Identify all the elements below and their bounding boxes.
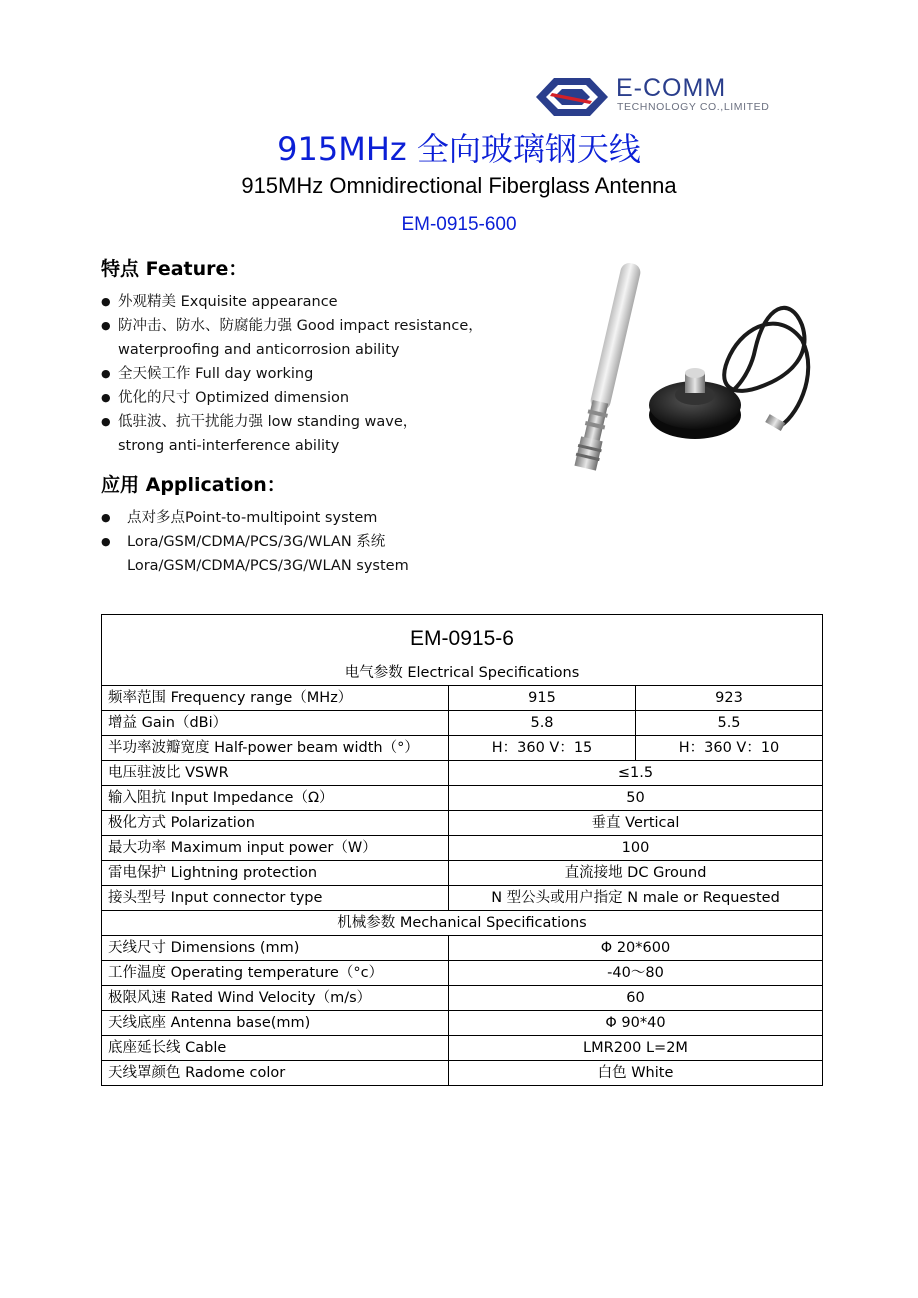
title-english: 915MHz Omnidirectional Fiberglass Antenna <box>241 173 677 198</box>
feature-text: 外观精美 Exquisite appearance <box>118 294 338 310</box>
bullet-icon: ● <box>101 415 111 428</box>
spec-value: 923 <box>636 686 823 711</box>
table-row <box>102 686 823 711</box>
spec-value: N 型公头或用户指定 N male or Requested <box>449 886 823 911</box>
spec-value: 5.8 <box>449 711 636 736</box>
table-row <box>102 986 823 1011</box>
spec-value: 100 <box>449 836 823 861</box>
spec-value: 50 <box>449 786 823 811</box>
spec-label: 极限风速 Rated Wind Velocity（m/s） <box>102 986 449 1011</box>
spec-label: 天线尺寸 Dimensions (mm) <box>102 936 449 961</box>
features-list <box>101 290 521 458</box>
spec-label: 天线底座 Antenna base(mm) <box>102 1011 449 1036</box>
application-text-continued: Lora/GSM/CDMA/PCS/3G/WLAN system <box>127 558 409 574</box>
spec-label: 最大功率 Maximum input power（W） <box>102 836 449 861</box>
spec-value: -40～80 <box>449 961 823 986</box>
bullet-icon: ● <box>101 319 111 332</box>
spec-label: 频率范围 Frequency range（MHz） <box>102 686 449 711</box>
table-row <box>102 886 823 911</box>
table-row <box>102 811 823 836</box>
table-row <box>102 736 823 761</box>
spec-label: 极化方式 Polarization <box>102 811 449 836</box>
e-comm-logo-mark <box>534 76 610 118</box>
table-row <box>102 711 823 736</box>
spec-label: 增益 Gain（dBi） <box>102 711 449 736</box>
spec-label: 底座延长线 Cable <box>102 1036 449 1061</box>
feature-text: 优化的尺寸 Optimized dimension <box>118 390 350 406</box>
feature-text: 低驻波、抗干扰能力强 low standing wave， <box>118 414 418 430</box>
list-item <box>101 314 521 362</box>
application-text: Lora/GSM/CDMA/PCS/3G/WLAN 系统 <box>127 534 386 550</box>
spec-label: 输入阻抗 Input Impedance（Ω） <box>102 786 449 811</box>
feature-text-continued: strong anti-interference ability <box>118 438 340 454</box>
feature-text: 全天候工作 Full day working <box>118 366 314 382</box>
specifications-table <box>101 614 823 1086</box>
antenna-product-image <box>540 255 820 500</box>
logo-subtitle: TECHNOLOGY CO.,LIMITED <box>617 101 770 113</box>
table-row <box>102 1011 823 1036</box>
table-row <box>102 1036 823 1061</box>
application-list <box>101 506 521 578</box>
spec-label: 半功率波瓣宽度 Half-power beam width（°） <box>102 736 449 761</box>
spec-label: 雷电保护 Lightning protection <box>102 861 449 886</box>
feature-text: 防冲击、防水、防腐能力强 Good impact resistance， <box>118 318 483 334</box>
table-row <box>102 1061 823 1086</box>
mechanical-specs-header: 机械参数 Mechanical Specifications <box>102 911 823 936</box>
spec-value: 5.5 <box>636 711 823 736</box>
table-row <box>102 961 823 986</box>
bullet-icon: ● <box>101 295 111 308</box>
bullet-icon: ● <box>101 511 111 524</box>
table-title: EM-0915-6 <box>102 615 823 662</box>
feature-text-continued: waterproofing and anticorrosion ability <box>118 342 400 358</box>
list-item <box>101 506 521 530</box>
table-row <box>102 786 823 811</box>
list-item <box>101 386 521 410</box>
application-heading: 应用 Application： <box>101 474 286 496</box>
spec-label: 电压驻波比 VSWR <box>102 761 449 786</box>
spec-value: Φ 20*600 <box>449 936 823 961</box>
spec-value: LMR200 L=2M <box>449 1036 823 1061</box>
spec-label: 接头型号 Input connector type <box>102 886 449 911</box>
application-text: 点对多点Point-to-multipoint system <box>127 510 378 526</box>
list-item <box>101 362 521 386</box>
table-row <box>102 861 823 886</box>
list-item <box>101 530 521 578</box>
electrical-specs-header: 电气参数 Electrical Specifications <box>102 661 823 686</box>
list-item <box>101 410 521 458</box>
title-chinese: 915MHz 全向玻璃钢天线 <box>277 130 641 168</box>
spec-value: H：360 V：15 <box>449 736 636 761</box>
spec-value: 垂直 Vertical <box>449 811 823 836</box>
table-row <box>102 761 823 786</box>
list-item <box>101 290 521 314</box>
spec-value: 915 <box>449 686 636 711</box>
model-number: EM-0915-600 <box>401 214 517 235</box>
spec-value: 60 <box>449 986 823 1011</box>
spec-value: ≤1.5 <box>449 761 823 786</box>
company-logo <box>534 76 794 118</box>
spec-label: 工作温度 Operating temperature（°c） <box>102 961 449 986</box>
spec-label: 天线罩颜色 Radome color <box>102 1061 449 1086</box>
spec-value: 白色 White <box>449 1061 823 1086</box>
features-heading: 特点 Feature： <box>101 258 248 280</box>
bullet-icon: ● <box>101 391 111 404</box>
table-row <box>102 836 823 861</box>
bullet-icon: ● <box>101 535 111 548</box>
spec-value: H：360 V：10 <box>636 736 823 761</box>
spec-value: 直流接地 DC Ground <box>449 861 823 886</box>
bullet-icon: ● <box>101 367 111 380</box>
logo-name: E-COMM <box>616 74 727 102</box>
spec-value: Φ 90*40 <box>449 1011 823 1036</box>
table-row <box>102 936 823 961</box>
